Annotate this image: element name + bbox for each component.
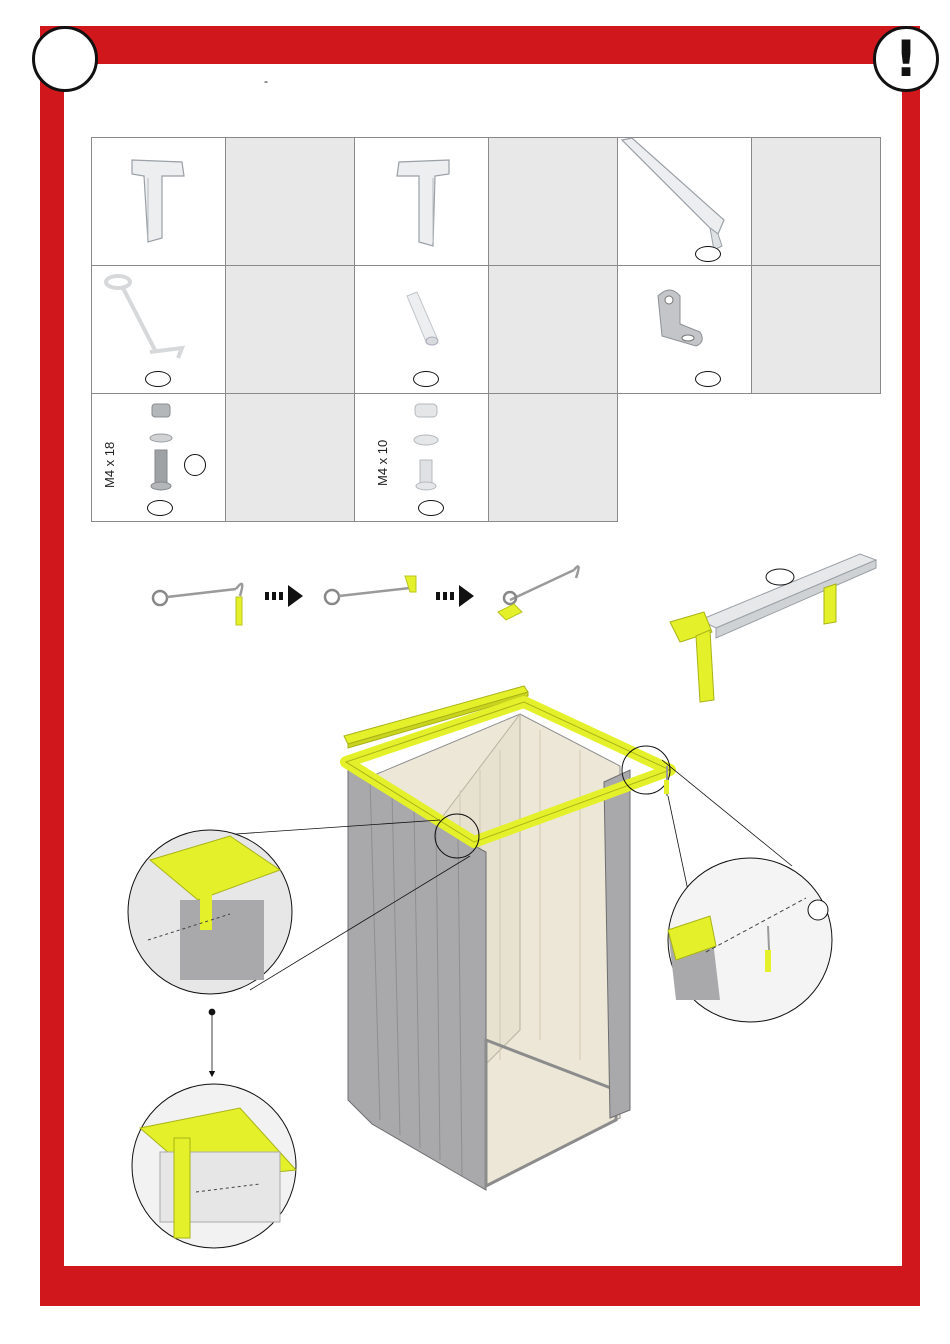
rail-corner-detail	[670, 554, 876, 702]
warning-icon: !	[894, 30, 918, 88]
hook-sequence-step-1	[153, 584, 242, 625]
sequence-arrow-1	[265, 585, 303, 607]
header-mark: -	[264, 74, 268, 88]
hook-sequence-step-2	[325, 576, 416, 604]
zoom-detail-left	[128, 830, 292, 994]
sequence-arrow-2	[436, 585, 474, 607]
screw-large-size-label: M4 x 18	[102, 441, 117, 488]
zoom-detail-bottom	[132, 1084, 296, 1248]
screw-small-size-label: M4 x 10	[375, 439, 390, 486]
zoom-detail-right	[668, 858, 832, 1022]
hook-sequence-step-3	[498, 566, 579, 620]
